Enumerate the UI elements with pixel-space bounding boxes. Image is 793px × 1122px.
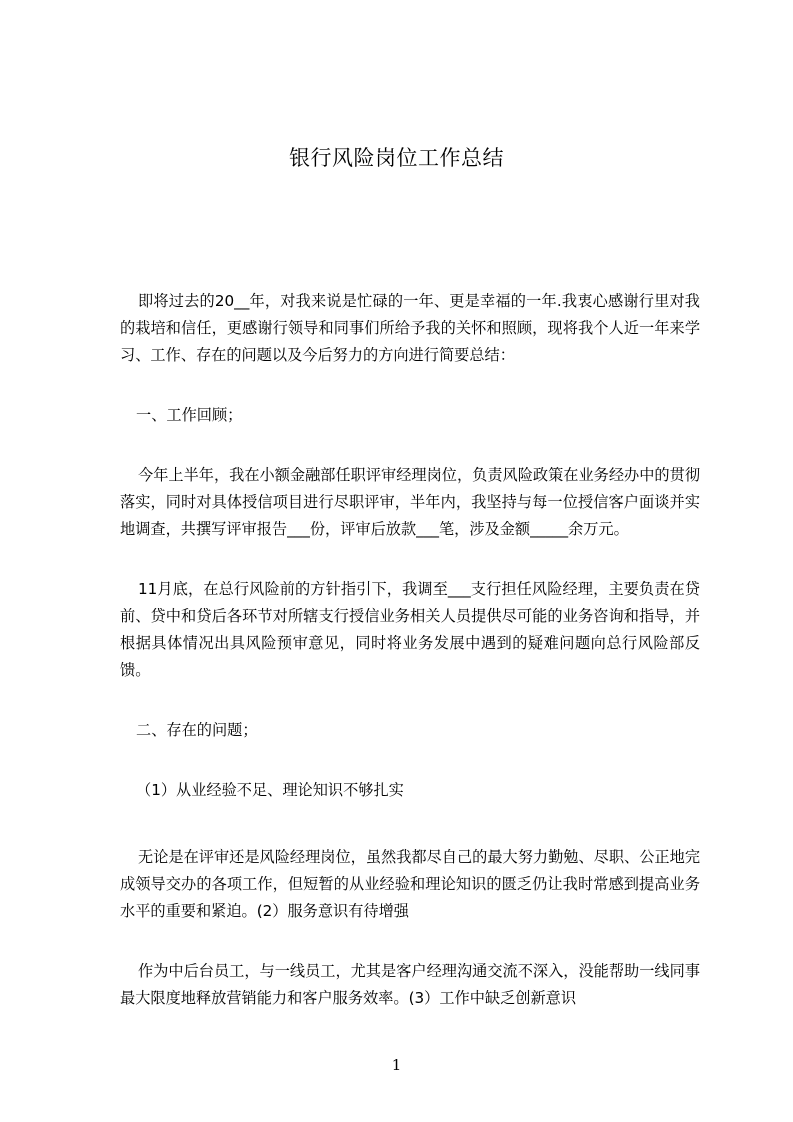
paragraph-service-detail: 作为中后台员工，与一线员工，尤其是客户经理沟通交流不深入，没能帮助一线同事最大限度地释放营销能力和客户服务效率。(3）工作中缺乏创新意识 bbox=[120, 962, 700, 1007]
paragraph-experience-detail: 无论是在评审还是风险经理岗位，虽然我都尽自己的最大努力勤勉、尽职、公正地完成领导交办的各项工作，但短暂的从业经验和理论知识的匮乏仍让我时常感到提高业务水平的重要和紧迫。(2）服务意识有待增强 bbox=[120, 848, 700, 920]
section-heading-problems: 二、存在的问题； bbox=[136, 721, 258, 739]
document-title: 银行风险岗位工作总结 bbox=[289, 146, 504, 170]
page-number: 1 bbox=[391, 1056, 402, 1074]
paragraph-first-half-year: 今年上半年，我在小额金融部任职评审经理岗位，负责风险政策在业务经办中的贯彻落实，同时对具体授信项目进行尽职评审，半年内，我坚持与每一位授信客户面谈并实地调查，共撰写评审报告___份，评审后放款___笔，涉及金额_____余万元。 bbox=[120, 466, 700, 538]
paragraph-november: 11月底，在总行风险前的方针指引下，我调至___支行担任风险经理，主要负责在贷前、贷中和贷后各环节对所辖支行授信业务相关人员提供尽可能的业务咨询和指导，并根据具体情况出具风险预审意见，同时将业务发展中遇到的疑难问题向总行风险部反馈。 bbox=[120, 580, 700, 679]
paragraph-intro: 即将过去的20__年，对我来说是忙碌的一年、更是幸福的一年.我衷心感谢行里对我的栽培和信任，更感谢行领导和同事们所给予我的关怀和照顾，现将我个人近一年来学习、工作、存在的问题以及今后努力的方向进行简要总结： bbox=[120, 292, 700, 364]
document-body bbox=[120, 288, 700, 1012]
subheading-experience: （1）从业经验不足、理论知识不够扎实 bbox=[136, 781, 404, 799]
section-heading-work-review: 一、工作回顾； bbox=[136, 406, 243, 424]
